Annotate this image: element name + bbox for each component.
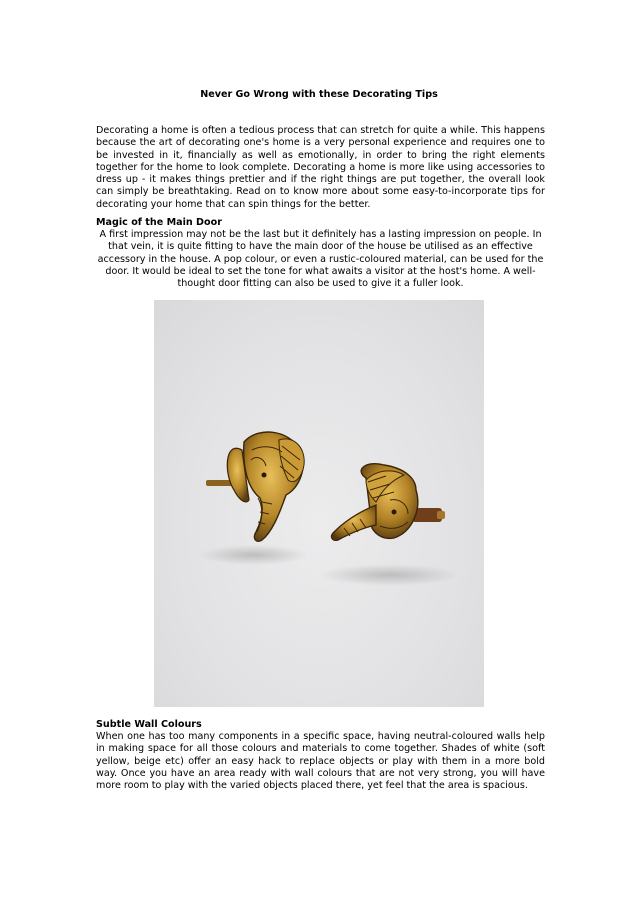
document-title: Never Go Wrong with these Decorating Tips xyxy=(200,89,438,100)
section-body-wall-colours: When one has too many components in a specific space, having neutral-coloured walls help in making space for all those colours and materials to come together. Shades of white (soft yellow, beige etc) offer an easy hack to replace objects or play with them in a more bold way. Once you have an area ready with wall colours that are not very strong, you will have more room to play with the varied objects placed there, yet feel that the area is spacious. xyxy=(96,731,545,792)
elephant-knobs-illustration xyxy=(154,300,484,707)
section-body-main-door: A first impression may not be the last but it definitely has a lasting impression on people. In that vein, it is quite fitting to have the main door of the house be utilised as an effective accessory in the house. A pop colour, or even a rustic-coloured material, can be used for the door. It would be ideal to set the tone for what awaits a visitor at the host's home. A well-thought door fitting can also be used to give it a fuller look. xyxy=(97,229,544,290)
section-heading-main-door: Magic of the Main Door xyxy=(96,217,222,228)
elephant-door-knobs-photo xyxy=(154,300,484,707)
section-heading-wall-colours: Subtle Wall Colours xyxy=(96,719,202,730)
left-elephant-knob xyxy=(199,432,309,565)
right-elephant-knob xyxy=(319,464,459,586)
intro-paragraph: Decorating a home is often a tedious process that can stretch for quite a while. This happens because the art of decorating one's home is a very personal experience and requires one to be invested in it, financially as well as emotionally, in order to bring the right elements together for the home to look complete. Decorating a home is more like using accessories to dress up - it makes things prettier and if the right things are put together, the overall look can simply be breathtaking. Read on to know more about some easy-to-incorporate tips for decorating your home that can spin things for the better. xyxy=(96,125,545,210)
